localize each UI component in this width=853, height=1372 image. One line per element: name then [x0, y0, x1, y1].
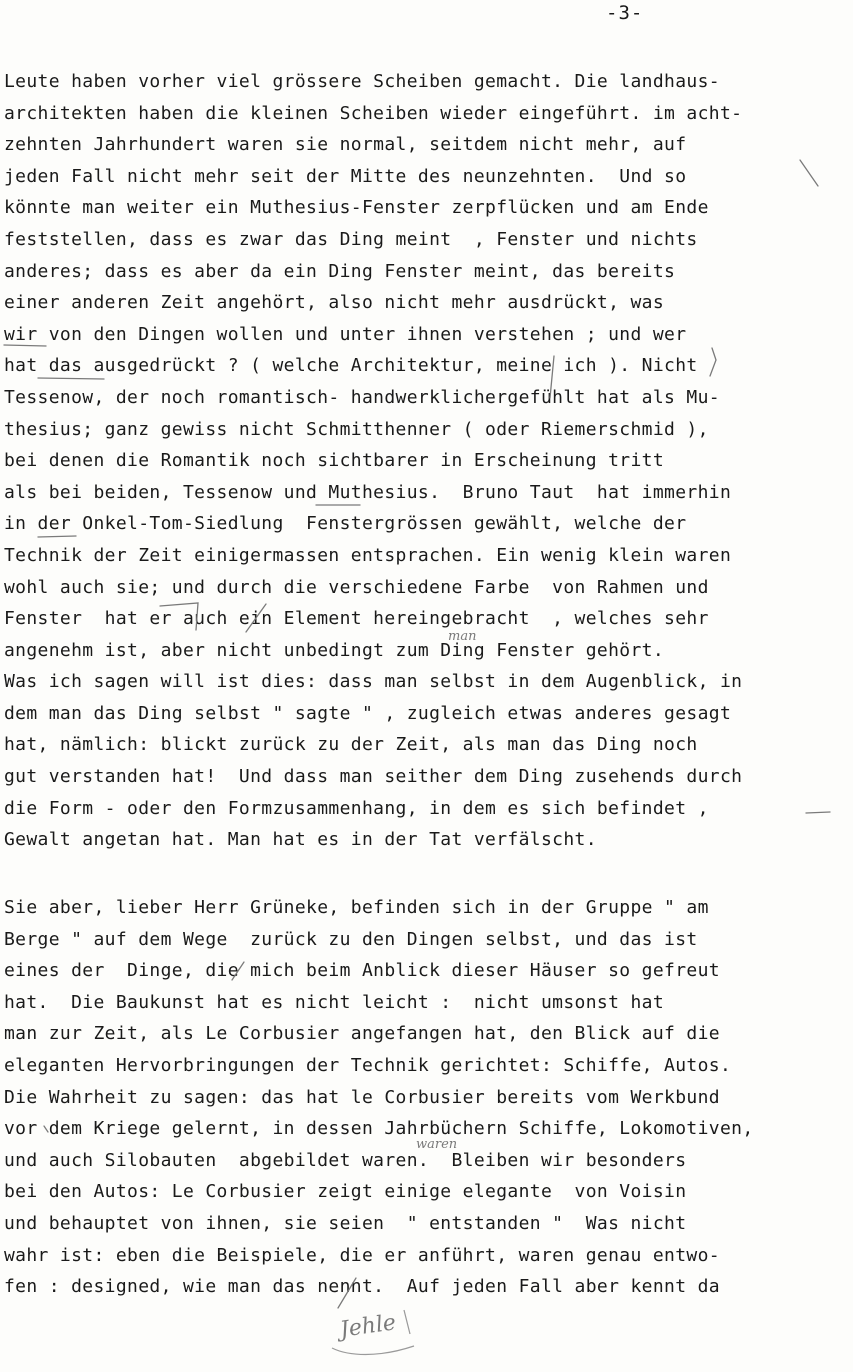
text-line: Gewalt angetan hat. Man hat es in der Tat verfälscht.	[4, 829, 597, 851]
text-line: bei den Autos: Le Corbusier zeigt einige elegante von Voisin	[4, 1181, 687, 1203]
signature-text: Jehle	[338, 1310, 398, 1343]
text-line: gut verstanden hat! Und dass man seither dem Ding zusehends durch	[4, 766, 743, 788]
text-line: Die Wahrheit zu sagen: das hat le Corbusier bereits vom Werkbund	[4, 1086, 720, 1108]
text-line: eleganten Hervorbringungen der Technik gerichtet: Schiffe, Autos.	[4, 1054, 732, 1076]
text-line: man zur Zeit, als Le Corbusier angefangen hat, den Blick auf die	[4, 1023, 720, 1045]
text-line: angenehm ist, aber nicht unbedingt zum Ding Fenster gehört.	[4, 639, 665, 661]
text-line: könnte man weiter ein Muthesius-Fenster zerpflücken und am Ende	[4, 197, 709, 219]
text-line: bei denen die Romantik noch sichtbarer in Erscheinung tritt	[4, 450, 665, 472]
text-line: Technik der Zeit einigermassen entsprachen. Ein wenig klein waren	[4, 544, 732, 566]
marginal-note-man: man	[448, 629, 477, 644]
dash-mark	[806, 812, 830, 813]
text-line: Leute haben vorher viel grössere Scheiben gemacht. Die landhaus-	[4, 71, 720, 92]
text-line: architekten haben die kleinen Scheiben wieder eingeführt. im acht-	[4, 102, 743, 124]
text-line: anderes; dass es aber da ein Ding Fenster meint, das bereits	[4, 260, 676, 282]
text-line: dem man das Ding selbst " sagte " , zugleich etwas anderes gesagt	[4, 702, 732, 724]
page-number: -3-	[606, 2, 644, 24]
text-line: Berge " auf dem Wege zurück zu den Dingen selbst, und das ist	[4, 928, 698, 950]
text-line: Sie aber, lieber Herr Grüneke, befinden sich in der Gruppe " am	[4, 897, 709, 918]
text-line: eines der Dinge, die mich beim Anblick dieser Häuser so gefreut	[4, 960, 720, 982]
text-line: hat. Die Baukunst hat es nicht leicht : nicht umsonst hat	[4, 991, 665, 1013]
text-line: in der Onkel-Tom-Siedlung Fenstergrössen gewählt, welche der	[4, 513, 687, 535]
slash-mark	[800, 160, 818, 186]
text-line: jeden Fall nicht mehr seit der Mitte des neunzehnten. Und so	[4, 165, 687, 187]
marginal-note-waren: waren	[416, 1137, 458, 1152]
text-line: wir von den Dingen wollen und unter ihnen verstehen ; und wer	[4, 323, 687, 345]
text-line: wahr ist: eben die Beispiele, die er anführt, waren genau entwo-	[4, 1244, 720, 1266]
text-line: fen : designed, wie man das nennt. Auf jeden Fall aber kennt da	[4, 1276, 720, 1298]
text-line: Tessenow, der noch romantisch- handwerklichergefühlt hat als Mu-	[4, 386, 720, 408]
text-line: einer anderen Zeit angehört, also nicht mehr ausdrückt, was	[4, 292, 665, 314]
text-line: die Form - oder den Formzusammenhang, in dem es sich befindet ,	[4, 797, 709, 819]
text-line: feststellen, dass es zwar das Ding meint , Fenster und nichts	[4, 228, 698, 250]
text-line: zehnten Jahrhundert waren sie normal, seitdem nicht mehr, auf	[4, 134, 687, 156]
text-line: wohl auch sie; und durch die verschiedene Farbe von Rahmen und	[4, 576, 709, 598]
text-line: hat, nämlich: blickt zurück zu der Zeit, als man das Ding noch	[4, 734, 698, 756]
paragraph-2	[4, 892, 754, 1303]
text-line: als bei beiden, Tessenow und Muthesius. Bruno Taut hat immerhin	[4, 481, 732, 503]
handwritten-signature	[318, 1300, 428, 1366]
text-line: und auch Silobauten abgebildet waren. Bleiben wir besonders	[4, 1149, 687, 1171]
text-line: thesius; ganz gewiss nicht Schmitthenner ( oder Riemerschmid ),	[4, 418, 709, 440]
text-line: Was ich sagen will ist dies: dass man selbst in dem Augenblick, in	[4, 671, 743, 693]
text-line: hat das ausgedrückt ? ( welche Architektur, meine ich ). Nicht	[4, 355, 698, 377]
text-line: Fenster hat er auch ein Element hereingebracht , welches sehr	[4, 608, 709, 630]
paragraph-1	[4, 66, 742, 856]
text-line: vor dem Kriege gelernt, in dessen Jahrbüchern Schiffe, Lokomotiven,	[4, 1118, 754, 1140]
text-line: und behauptet von ihnen, sie seien " entstanden " Was nicht	[4, 1212, 687, 1234]
